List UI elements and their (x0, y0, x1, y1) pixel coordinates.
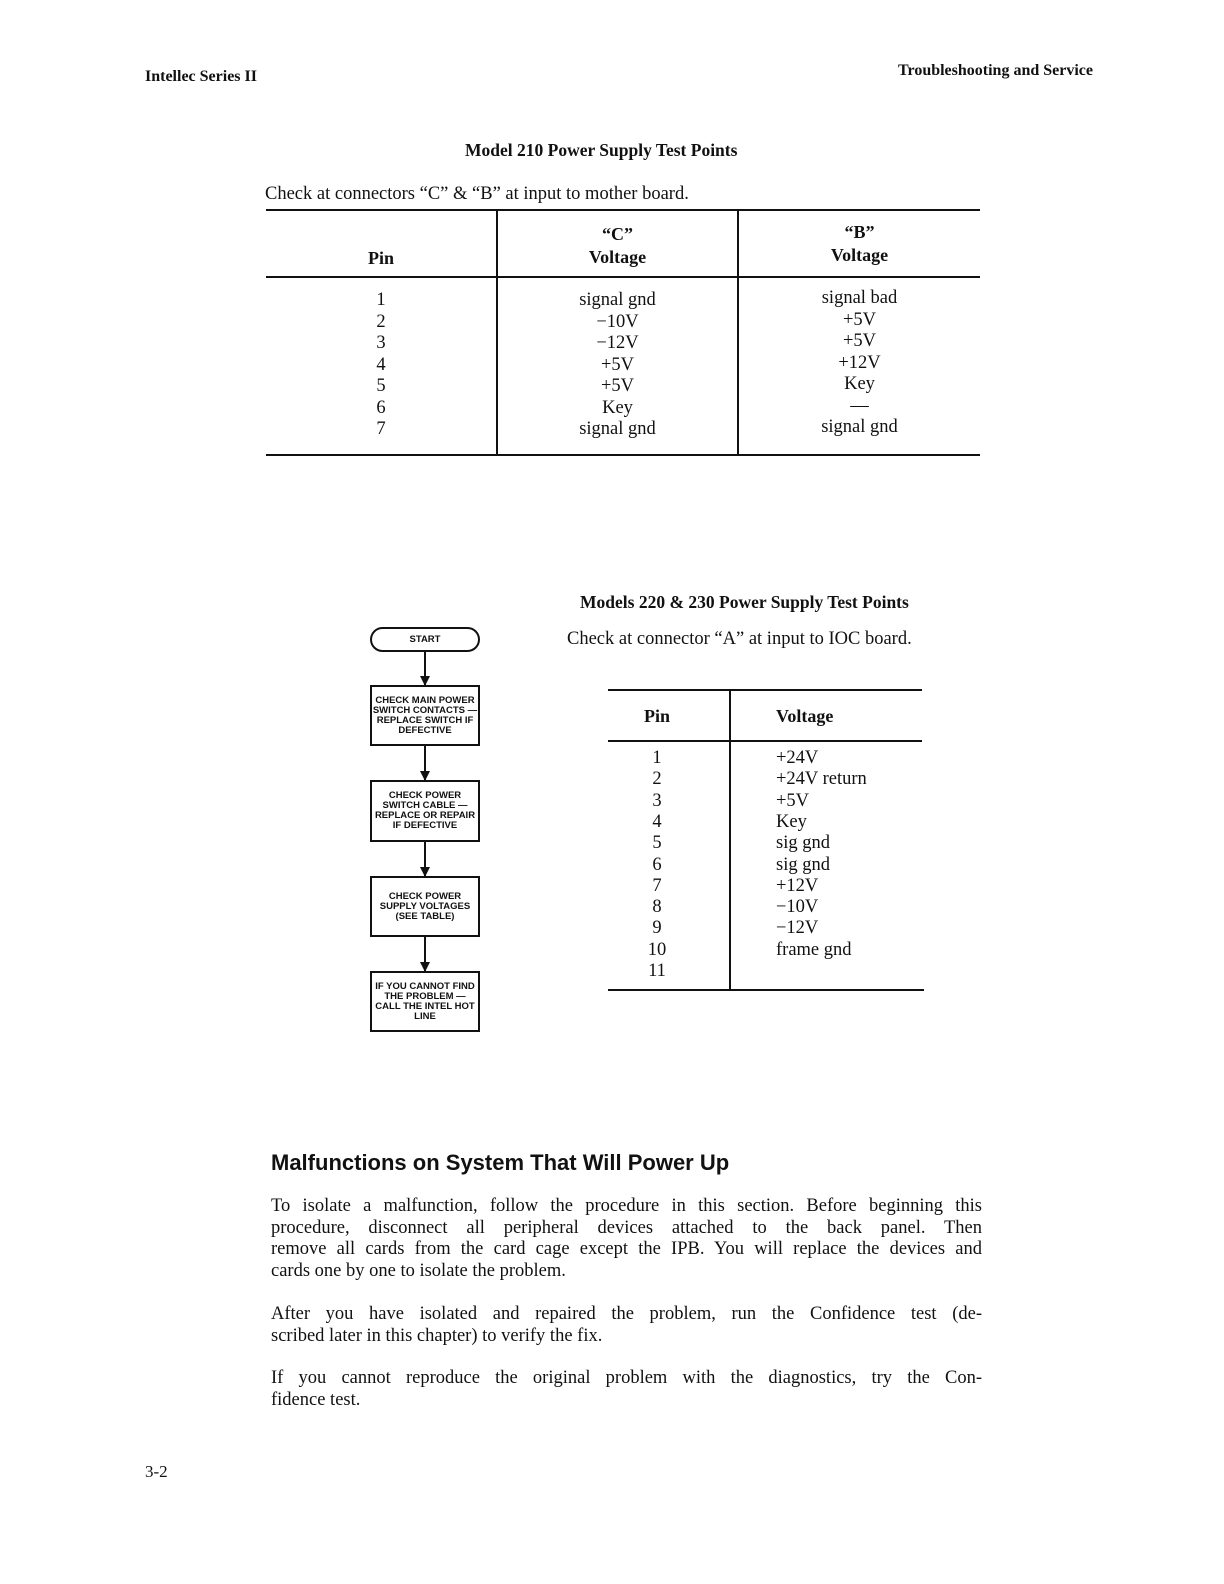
table1-cell-pin: 6 (376, 397, 386, 418)
table1-cell-pin: 1 (376, 290, 386, 310)
table2-cell-voltage: sig gnd (776, 854, 830, 875)
table1-cell-c: +5V (600, 376, 635, 396)
table1-cell-b: signal gnd (821, 417, 898, 437)
table1-cell-c: +5V (600, 354, 635, 375)
table2-cell-voltage: −10V (776, 897, 819, 918)
table2-cell-voltage: +12V (776, 875, 819, 896)
table2-cell-voltage: sig gnd (776, 833, 830, 854)
table2-cell-pin: 5 (652, 833, 662, 854)
flowchart-step: CHECK POWER SUPPLY VOLTAGES (SEE TABLE) (370, 876, 480, 937)
table1-cell-b: +5V (842, 309, 877, 330)
paragraph-line: procedure, disconnect all peripheral devices attached to the back panel. Then (271, 1217, 982, 1238)
section-heading: Malfunctions on System That Will Power Up (271, 1150, 730, 1175)
table1-cell-b: Key (844, 374, 875, 394)
paragraph-line: cards one by one to isolate the problem. (271, 1261, 566, 1282)
flowchart-step: IF YOU CANNOT FIND THE PROBLEM — CALL THE INTEL HOT LINE (370, 971, 480, 1032)
body-paragraph (271, 1196, 982, 1283)
table1-cell-b: — (850, 395, 869, 416)
paragraph-line: To isolate a malfunction, follow the procedure in this section. Before beginning this (271, 1196, 982, 1216)
table2-cell-pin: 6 (652, 854, 662, 875)
table1-cell-pin: 5 (376, 376, 386, 396)
paragraph-line: fidence test. (271, 1389, 361, 1410)
table2-cell-pin: 1 (652, 748, 662, 768)
table2-cell-pin: 7 (652, 875, 662, 896)
table1-header-c: “C” (602, 224, 633, 244)
paragraph-line: After you have isolated and repaired the problem, run the Confidence test (de- (271, 1304, 982, 1324)
table1-cell-c: −12V (596, 333, 639, 353)
table1-title: Model 210 Power Supply Test Points (465, 140, 738, 160)
table1-top-rule (266, 209, 980, 211)
table1-header-pin: Pin (367, 248, 394, 268)
running-header-left: Intellec Series II (145, 68, 257, 85)
running-header-right: Troubleshooting and Service (898, 62, 1093, 79)
arrow-down-icon (424, 937, 426, 971)
table1-cell-c: signal gnd (579, 290, 656, 310)
table2-cell-pin: 3 (652, 790, 662, 811)
table2-header-pin: Pin (643, 706, 670, 726)
paragraph-line: remove all cards from the card cage except the IPB. You will replace the devices and (271, 1239, 982, 1260)
table2-cell-voltage: frame gnd (776, 939, 852, 960)
table1-cell-pin: 7 (376, 419, 386, 439)
table2-top-rule (608, 689, 922, 691)
arrow-down-icon (424, 842, 426, 876)
paragraph-line: scribed later in this chapter) to verify the fix. (271, 1325, 603, 1346)
page-number: 3-2 (145, 1462, 168, 1481)
table1-cell-c: Key (602, 397, 633, 418)
table2-title: Models 220 & 230 Power Supply Test Points (580, 592, 909, 612)
table2-cell-pin: 9 (652, 918, 662, 939)
table2-cell-pin: 11 (648, 961, 666, 981)
table1-cell-pin: 3 (376, 333, 386, 353)
table1-cell-pin: 4 (376, 354, 386, 375)
body-paragraph (271, 1368, 982, 1411)
table2-cell-voltage: +5V (776, 790, 810, 811)
table2-cell-voltage: −12V (776, 918, 819, 939)
table2-cell-voltage: +24V return (776, 769, 867, 790)
table2-bottom-rule (608, 989, 924, 991)
table2-cell-pin: 8 (652, 897, 662, 918)
table1-cell-b: signal bad (821, 288, 898, 308)
table1-cell-c: signal gnd (579, 419, 656, 439)
arrow-down-icon (424, 652, 426, 685)
paragraph-line: If you cannot reproduce the original problem with the diagnostics, try the Con- (271, 1368, 982, 1388)
table1-bottom-rule (266, 454, 980, 456)
table2-cell-voltage: +24V (776, 748, 819, 768)
table2-cell-pin: 10 (647, 939, 667, 960)
table2-cell-pin: 4 (652, 811, 662, 832)
table1-cell-b: +5V (842, 331, 877, 351)
flowchart-start: START (370, 627, 480, 652)
table1-header-c-voltage: Voltage (588, 247, 647, 267)
table2-caption: Check at connector “A” at input to IOC board. (567, 629, 912, 649)
arrow-down-icon (424, 746, 426, 780)
table2-divider (729, 690, 731, 990)
table2-header-rule (608, 740, 922, 742)
table1-header-b: “B” (844, 222, 875, 242)
body-paragraph (271, 1304, 982, 1347)
table1-cell-pin: 2 (376, 311, 386, 332)
table2-header-voltage: Voltage (776, 706, 834, 726)
table1-caption: Check at connectors “C” & “B” at input to mother board. (265, 184, 689, 204)
table1-cell-b: +12V (838, 352, 881, 373)
flowchart-step: CHECK POWER SWITCH CABLE — REPLACE OR REPAIR IF DEFECTIVE (370, 780, 480, 842)
table2-cell-pin: 2 (652, 769, 662, 790)
table1-header-b-voltage: Voltage (830, 245, 889, 265)
table2-cell-voltage: Key (776, 811, 807, 832)
flowchart-step: CHECK MAIN POWER SWITCH CONTACTS — REPLACE SWITCH IF DEFECTIVE (370, 685, 480, 746)
table1-header-rule (266, 276, 980, 278)
table1-cell-c: −10V (596, 311, 639, 332)
